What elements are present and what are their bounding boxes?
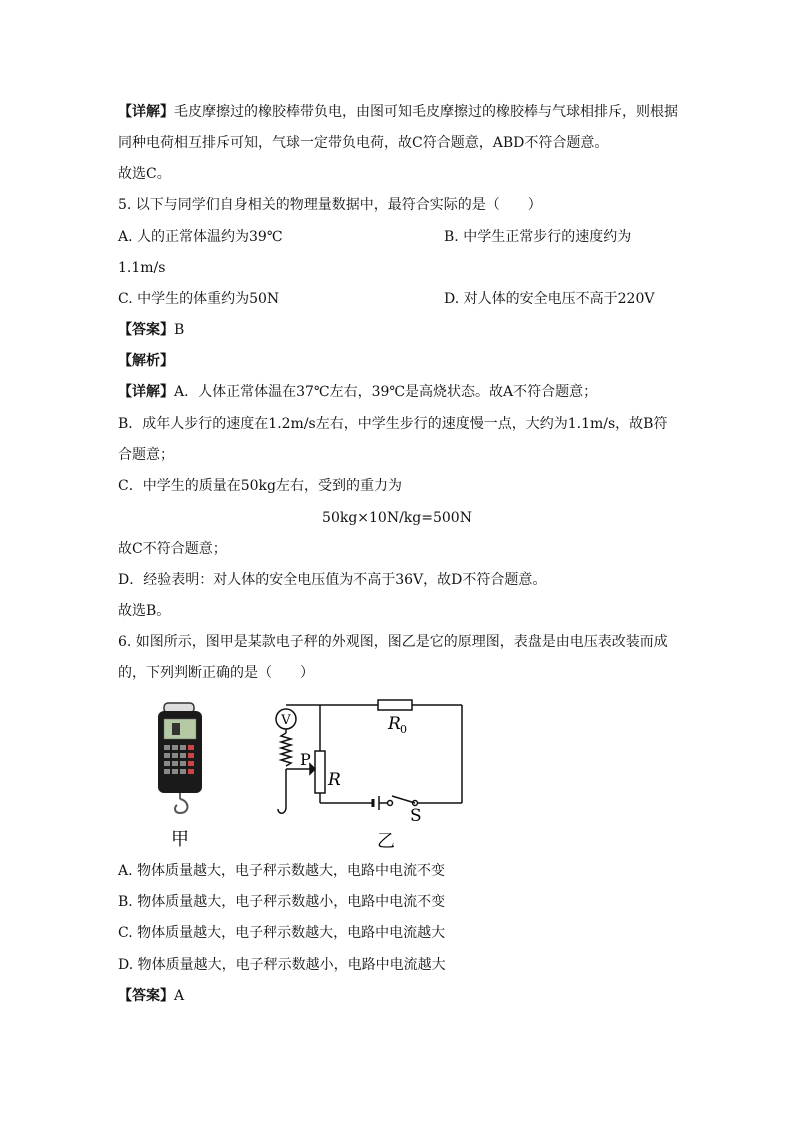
q6-answer [118,986,184,1006]
answer-value: A [174,988,185,1004]
detail-tag: 【详解】 [118,384,174,400]
q5-option-b: B. 中学生正常步行的速度约为 [444,229,632,245]
q6-figure [150,697,470,857]
answer-value: B [174,322,185,338]
detail-text: 毛皮摩擦过的橡胶棒带负电，由图可知毛皮摩擦过的橡胶棒与气球相排斥，则根据 [174,104,678,120]
detail-text: A．人体正常体温在37℃左右，39℃是高烧状态。故A不符合题意； [174,384,598,400]
label-r0: R [388,714,401,734]
q5-analysis-tag: 【解析】 [118,353,174,369]
q6-stem-cont: 的，下列判断正确的是（ ） [118,665,314,681]
q5-choose: 故选B。 [118,603,171,619]
label-s: S [410,806,422,826]
q6-option-c: C. 物体质量越大，电子秤示数越大，电路中电流越大 [118,925,446,941]
q5-detail-b: B．成年人步行的速度在1.2m/s左右，中学生步行的速度慢一点，大约为1.1m/s，故B符 [118,416,668,432]
q6-option-b: B. 物体质量越大，电子秤示数越小，电路中电流不变 [118,894,446,910]
q5-detail-c-cont: 故C不符合题意； [118,541,227,557]
q5-option-a: A. 人的正常体温约为39℃ [118,229,283,245]
voltmeter-label: V [281,713,291,728]
answer-tag: 【答案】 [118,322,174,338]
q5-option-b-cont: 1.1m/s [118,260,166,276]
q5-detail-a [118,382,597,402]
q5-answer [118,320,184,340]
label-p: P [300,750,311,769]
q6-stem: 6. 如图所示，图甲是某款电子秤的外观图，图乙是它的原理图，表盘是由电压表改装而成 [118,634,668,650]
q5-formula: 50kg×10N/kg=500N [322,510,472,526]
answer-tag: 【答案】 [118,988,174,1004]
label-jia: 甲 [171,829,189,850]
prev-detail-line-2: 同种电荷相互排斥可知，气球一定带负电荷，故C符合题意，ABD不符合题意。 [118,135,609,151]
electronic-scale-illustration [158,703,202,813]
label-r0-subscript: 0 [400,723,407,736]
q6-option-d: D. 物体质量越大，电子秤示数越小，电路中电流越大 [118,957,446,973]
q5-detail-b-cont: 合题意； [118,447,174,463]
prev-detail-line-1 [118,102,678,122]
q5-option-d: D. 对人体的安全电压不高于220V [444,291,655,307]
prev-choose: 故选C。 [118,166,171,182]
q5-stem: 5. 以下与同学们自身相关的物理量数据中，最符合实际的是（ ） [118,197,542,213]
q5-detail-d: D．经验表明：对人体的安全电压值为不高于36V，故D不符合题意。 [118,572,547,588]
label-r: R [328,770,341,790]
label-yi: 乙 [377,831,395,852]
detail-tag: 【详解】 [118,104,174,120]
q5-option-c: C. 中学生的体重约为50N [118,291,280,307]
q5-detail-c: C．中学生的质量在50kg左右，受到的重力为 [118,478,402,494]
q6-option-a: A. 物体质量越大，电子秤示数越大，电路中电流不变 [118,863,446,879]
